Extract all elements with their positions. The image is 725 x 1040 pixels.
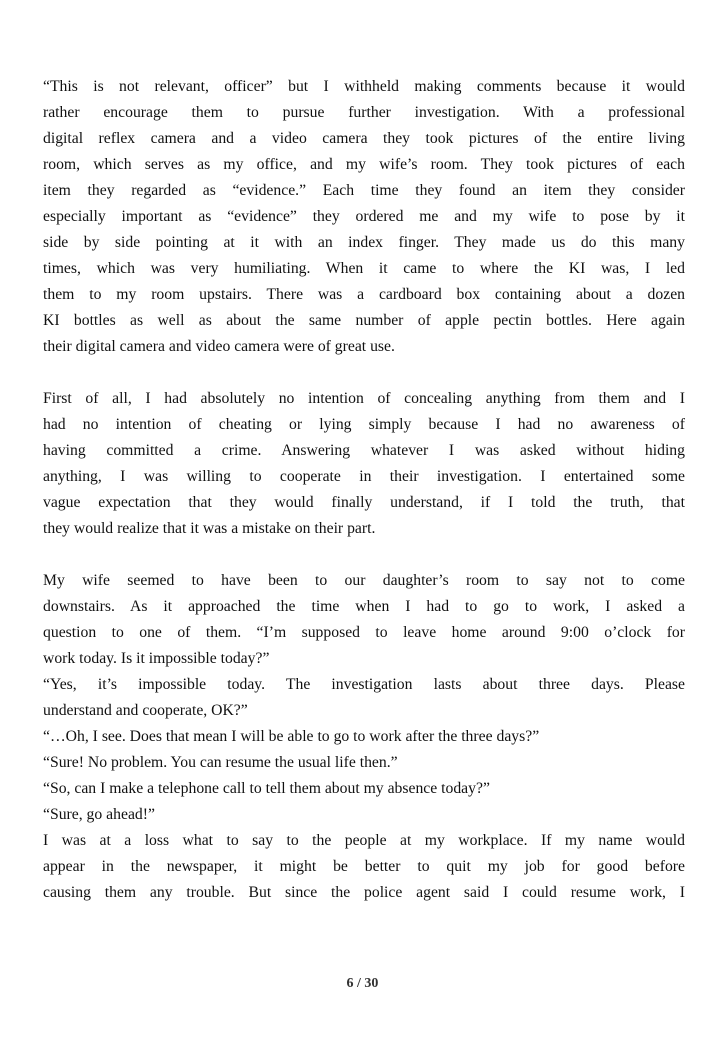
text-line: “Sure! No problem. You can resume the usual life then.” xyxy=(43,754,398,771)
text-line: vague expectation that they would finally understand, if I told the truth, that xyxy=(43,494,685,511)
paragraph-2 xyxy=(43,386,685,542)
text-line: First of all, I had absolutely no intention of concealing anything from them and I xyxy=(43,390,685,407)
text-line: “This is not relevant, officer” but I withheld making comments because it would xyxy=(43,78,685,95)
text-line: appear in the newspaper, it might be better to quit my job for good before xyxy=(43,858,685,875)
text-line: “Yes, it’s impossible today. The investigation lasts about three days. Please xyxy=(43,676,685,693)
text-line: work today. Is it impossible today?” xyxy=(43,650,270,667)
text-line: their digital camera and video camera were of great use. xyxy=(43,338,395,355)
text-line: them to my room upstairs. There was a cardboard box containing about a dozen xyxy=(43,286,685,303)
text-line: they would realize that it was a mistake on their part. xyxy=(43,520,376,537)
text-line: I was at a loss what to say to the people at my workplace. If my name would xyxy=(43,832,685,849)
text-line: anything, I was willing to cooperate in their investigation. I entertained some xyxy=(43,468,685,485)
text-line: KI bottles as well as about the same number of apple pectin bottles. Here again xyxy=(43,312,685,329)
document-body xyxy=(43,74,685,932)
text-line: My wife seemed to have been to our daughter’s room to say not to come xyxy=(43,572,685,589)
text-line: times, which was very humiliating. When it came to where the KI was, I led xyxy=(43,260,685,277)
text-line: side by side pointing at it with an index finger. They made us do this many xyxy=(43,234,685,251)
text-line: downstairs. As it approached the time when I had to go to work, I asked a xyxy=(43,598,685,615)
text-line: “Sure, go ahead!” xyxy=(43,806,155,823)
text-line: item they regarded as “evidence.” Each time they found an item they consider xyxy=(43,182,685,199)
text-line: “…Oh, I see. Does that mean I will be able to go to work after the three days?” xyxy=(43,728,540,745)
text-line: had no intention of cheating or lying simply because I had no awareness of xyxy=(43,416,685,433)
paragraph-1 xyxy=(43,74,685,360)
text-line: rather encourage them to pursue further investigation. With a professional xyxy=(43,104,685,121)
text-line: digital reflex camera and a video camera they took pictures of the entire living xyxy=(43,130,685,147)
text-line: understand and cooperate, OK?” xyxy=(43,702,248,719)
text-line: question to one of them. “I’m supposed to leave home around 9:00 o’clock for xyxy=(43,624,685,641)
page-number: 6 / 30 xyxy=(346,976,379,991)
text-line: room, which serves as my office, and my wife’s room. They took pictures of each xyxy=(43,156,685,173)
text-line: especially important as “evidence” they ordered me and my wife to pose by it xyxy=(43,208,685,225)
text-line: “So, can I make a telephone call to tell them about my absence today?” xyxy=(43,780,490,797)
paragraph-3 xyxy=(43,568,685,906)
text-line: causing them any trouble. But since the police agent said I could resume work, I xyxy=(43,884,685,901)
text-line: having committed a crime. Answering whatever I was asked without hiding xyxy=(43,442,685,459)
